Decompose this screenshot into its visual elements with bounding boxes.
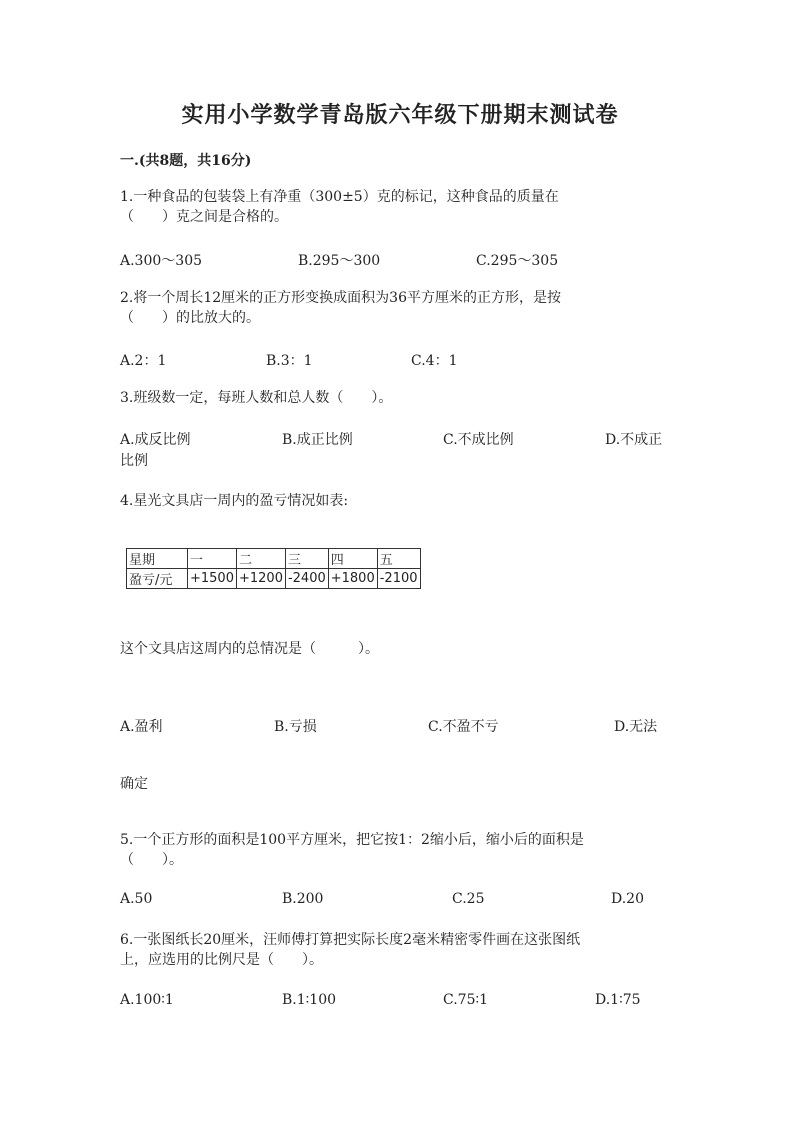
table-cell: 一 <box>188 549 237 569</box>
question-5-option-a: A.50 <box>120 891 153 907</box>
table-cell: 三 <box>285 549 328 569</box>
table-cell: -2400 <box>285 569 328 589</box>
question-6-line-2: 上，应选用的比例尺是（ ）。 <box>120 952 323 968</box>
question-4-option-b: B.亏损 <box>274 719 317 735</box>
question-2-option-a: A.2：1 <box>120 353 167 369</box>
question-5-line-1: 5.一个正方形的面积是100平方厘米，把它按1：2缩小后，缩小后的面积是 <box>120 832 584 848</box>
question-5-option-b: B.200 <box>282 891 324 907</box>
question-4-option-a: A.盈利 <box>120 719 163 735</box>
question-2-option-c: C.4：1 <box>411 353 458 369</box>
table-cell: 五 <box>377 549 420 569</box>
table-cell: +1800 <box>328 569 377 589</box>
question-3-option-d: D.不成正 <box>605 432 663 448</box>
question-1-option-a: A.300～305 <box>120 253 203 269</box>
question-1-option-b: B.295～300 <box>298 253 381 269</box>
question-4-option-d-wrap: 确定 <box>120 776 148 792</box>
question-6-option-b: B.1∶100 <box>282 992 337 1008</box>
question-1-option-c: C.295～305 <box>476 253 559 269</box>
profit-loss-table <box>126 548 421 589</box>
question-2-option-b: B.3：1 <box>266 353 313 369</box>
question-6-option-d: D.1∶75 <box>595 992 641 1008</box>
question-3-line-1: 3.班级数一定，每班人数和总人数（ ）。 <box>120 390 393 406</box>
table-row <box>127 569 421 589</box>
table-cell: -2100 <box>377 569 420 589</box>
question-4-option-c: C.不盈不亏 <box>428 719 499 735</box>
table-cell: 盈亏/元 <box>127 569 188 589</box>
question-3-option-c: C.不成比例 <box>443 432 514 448</box>
question-2-line-1: 2.将一个周长12厘米的正方形变换成面积为36平方厘米的正方形，是按 <box>120 290 561 306</box>
question-1-line-1: 1.一种食品的包装袋上有净重（300±5）克的标记，这种食品的质量在 <box>120 189 559 205</box>
question-1-line-2: （ ）克之间是合格的。 <box>120 209 288 225</box>
question-3-option-b: B.成正比例 <box>282 432 353 448</box>
table-cell: 二 <box>236 549 285 569</box>
table-cell: 四 <box>328 549 377 569</box>
question-3-option-a: A.成反比例 <box>120 432 191 448</box>
question-5-option-c: C.25 <box>452 891 485 907</box>
table-cell: 星期 <box>127 549 188 569</box>
question-5-option-d: D.20 <box>611 891 644 907</box>
question-6-option-a: A.100∶1 <box>120 992 174 1008</box>
question-6-option-c: C.75∶1 <box>443 992 489 1008</box>
question-3-option-d-wrap: 比例 <box>120 453 148 469</box>
question-4-option-d: D.无法 <box>614 719 658 735</box>
question-2-line-2: （ ）的比放大的。 <box>120 310 260 326</box>
table-cell: +1200 <box>236 569 285 589</box>
section-heading: 一.(共8题，共16分) <box>120 153 252 169</box>
table-row <box>127 549 421 569</box>
question-6-line-1: 6.一张图纸长20厘米，汪师傅打算把实际长度2毫米精密零件画在这张图纸 <box>120 932 581 948</box>
question-4-prompt: 这个文具店这周内的总情况是（ ）。 <box>120 641 379 657</box>
question-4-line-1: 4.星光文具店一周内的盈亏情况如表: <box>120 493 349 509</box>
table-cell: +1500 <box>188 569 237 589</box>
page-title: 实用小学数学青岛版六年级下册期末测试卷 <box>181 102 619 128</box>
question-5-line-2: （ ）。 <box>120 852 183 868</box>
